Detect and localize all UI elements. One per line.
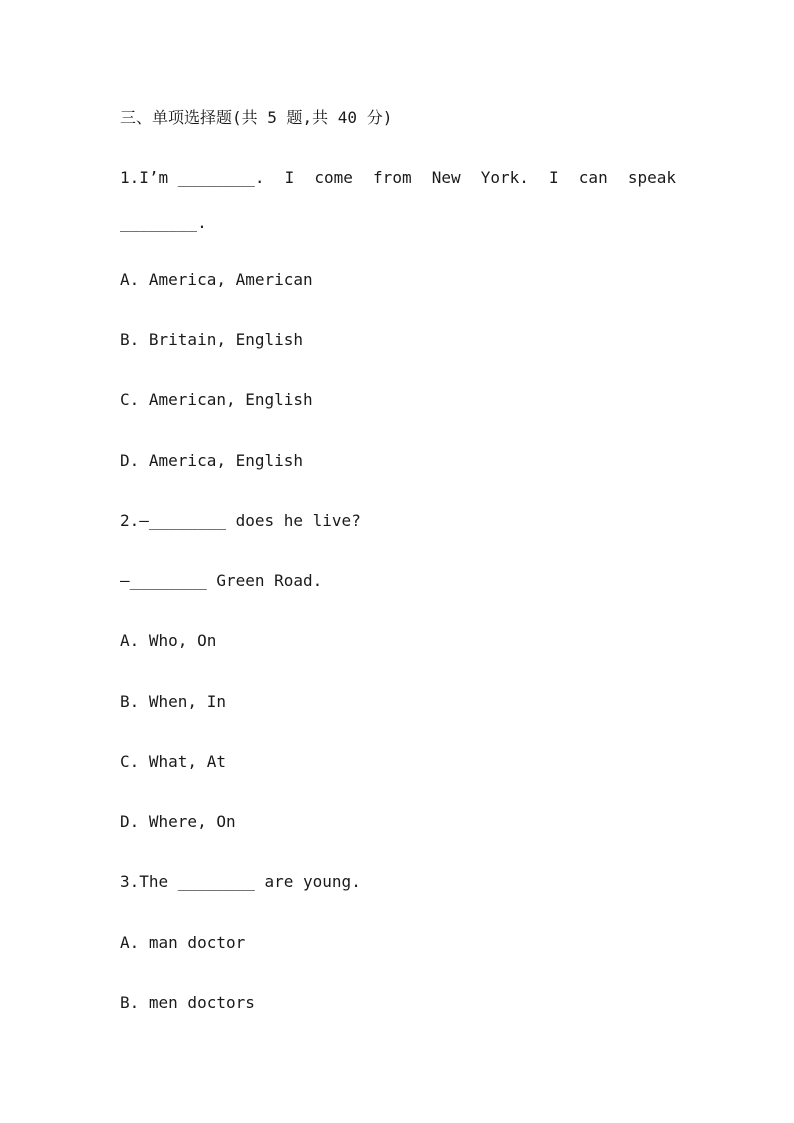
q1-option-b: B. Britain, English [120, 330, 304, 349]
question-2-stem: 2.—________ does he live? [120, 511, 361, 530]
q1-word: come [314, 168, 353, 187]
q3-option-b: B. men doctors [120, 993, 255, 1012]
q2-option-b: B. When, In [120, 692, 226, 711]
q1-word: 1.I’m ________. [120, 168, 265, 187]
q1-word: New [431, 168, 461, 187]
q1-word: speak [627, 168, 676, 187]
q1-word: can [578, 168, 608, 187]
q3-option-a: A. man doctor [120, 933, 246, 952]
q1-option-a: A. America, American [120, 270, 313, 289]
q2-option-d: D. Where, On [120, 812, 236, 831]
q2-option-a: A. Who, On [120, 631, 217, 650]
q1-option-d: D. America, English [120, 451, 304, 470]
q2-option-c: C. What, At [120, 752, 226, 771]
question-2-answer-line: —________ Green Road. [120, 571, 323, 590]
question-3-stem: 3.The ________ are young. [120, 872, 361, 891]
q1-word: York. [480, 168, 529, 187]
q1-word: from [373, 168, 412, 187]
question-1-stem [120, 168, 676, 188]
section-title: 三、单项选择题(共 5 题,共 40 分) [120, 108, 393, 127]
question-1-continuation: ________. [120, 213, 207, 232]
q1-option-c: C. American, English [120, 390, 313, 409]
q1-word: I [284, 168, 295, 187]
q1-word: I [549, 168, 559, 187]
